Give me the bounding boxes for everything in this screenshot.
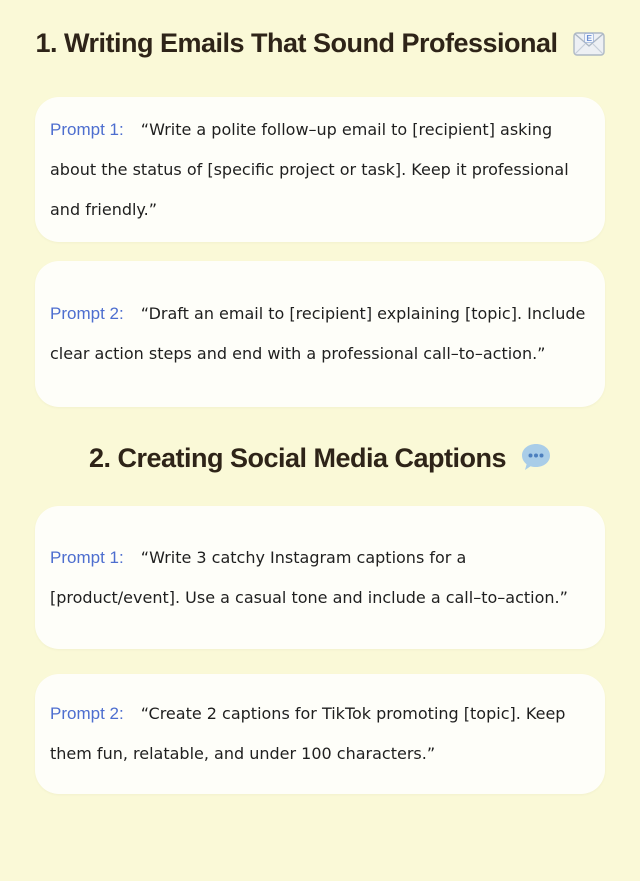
prompt-card (35, 97, 605, 242)
prompt-text: “Draft an email to [recipient] explaining [topic]. Include clear action steps and end with a professional call–to–action.” (50, 304, 586, 363)
section-1-title: 1. Writing Emails That Sound Professional (35, 28, 558, 58)
section-1-heading (35, 28, 605, 63)
prompt-paragraph (50, 294, 590, 374)
email-icon (573, 32, 605, 63)
prompt-text: “Write 3 catchy Instagram captions for a [product/event]. Use a casual tone and include a call–to–action.” (50, 547, 568, 607)
section-captions (35, 443, 605, 794)
svg-text:E: E (585, 33, 592, 43)
section-emails (35, 28, 605, 407)
prompt-label: Prompt 2: (50, 304, 124, 323)
prompt-text: “Write a polite follow–up email to [recipient] asking about the status of [specific project or task]. Keep it professional and friendly.” (50, 119, 569, 219)
section-2-title: 2. Creating Social Media Captions (88, 443, 507, 473)
section-2-heading (35, 443, 605, 478)
prompt-card (35, 506, 605, 649)
prompt-paragraph (50, 694, 590, 774)
prompt-text: “Create 2 captions for TikTok promoting [topic]. Keep them fun, relatable, and under 100 characters.” (50, 704, 566, 763)
prompt-paragraph (50, 538, 590, 618)
prompt-label: Prompt 2: (50, 704, 124, 723)
infographic-page (0, 28, 640, 794)
prompt-label: Prompt 1: (50, 547, 124, 567)
prompt-paragraph (50, 110, 590, 230)
prompt-card (35, 674, 605, 794)
speech-balloon-icon (521, 443, 551, 478)
prompt-card (35, 261, 605, 407)
prompt-label: Prompt 1: (50, 119, 124, 139)
